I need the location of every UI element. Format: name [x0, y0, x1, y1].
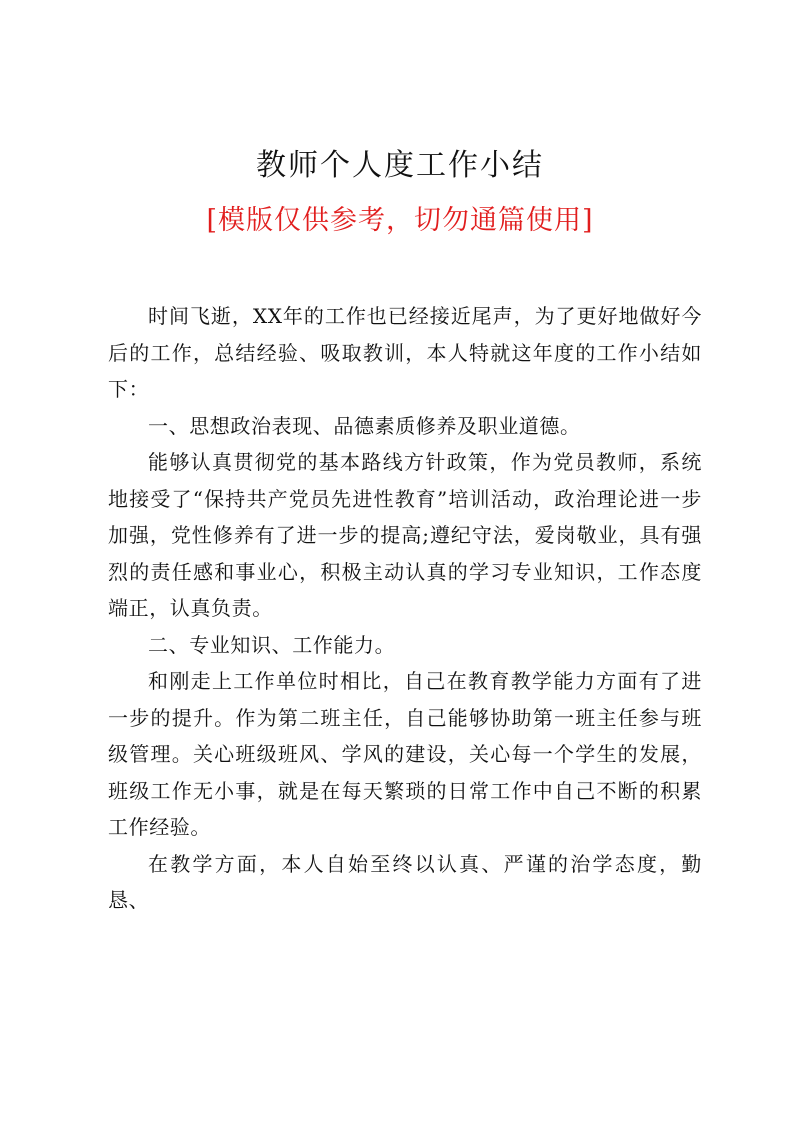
document-title: 教师个人度工作小结: [256, 148, 544, 183]
intro-paragraph: 时间飞逝，XX年的工作也已经接近尾声，为了更好地做好今后的工作，总结经验、吸取教训，本人特就这年度的工作小结如下：: [108, 304, 702, 401]
body-paragraph: 能够认真贯彻党的基本路线方针政策，作为党员教师，系统地接受了“保持共产党员先进性教育”培训活动，政治理论进一步加强，党性修养有了进一步的提高;遵纪守法，爱岗敬业，具有强烈的责任感和事业心，积极主动认真的学习专业知识，工作态度端正，认真负责。: [108, 450, 702, 620]
document-body: [108, 298, 702, 919]
section-heading-1: 一、思想政治表现、品德素质修养及职业道德。: [148, 413, 581, 438]
section-heading-2: 二、专业知识、工作能力。: [148, 632, 396, 657]
body-paragraph: 在教学方面，本人自始至终以认真、严谨的治学态度，勤恳、: [108, 851, 702, 912]
template-notice: [模版仅供参考，切勿通篇使用]: [206, 205, 594, 236]
body-paragraph: 和刚走上工作单位时相比，自己在教育教学能力方面有了进一步的提升。作为第二班主任，自己能够协助第一班主任参与班级管理。关心班级班风、学风的建设，关心每一个学生的发展，班级工作无小事，就是在每天繁琐的日常工作中自己不断的积累工作经验。: [108, 669, 702, 839]
